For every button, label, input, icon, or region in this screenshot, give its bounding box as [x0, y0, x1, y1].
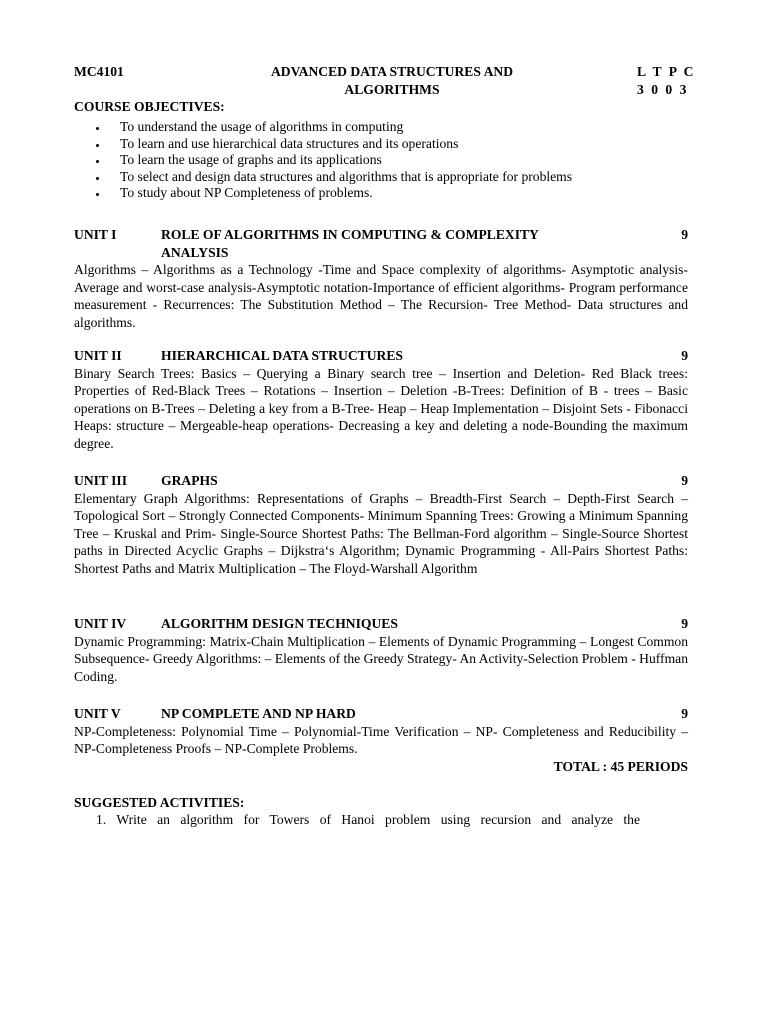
unit-content: NP-Completeness: Polynomial Time – Polynomial-Time Verification – NP- Completeness and Reducibility – NP-Completeness Proofs – NP-Complete Problems. [74, 723, 688, 756]
unit-hours: 9 [681, 706, 688, 721]
unit-label: UNIT V [74, 706, 121, 721]
unit-title: NP COMPLETE AND NP HARD [161, 706, 356, 721]
objective-item: To study about NP Completeness of problems. [96, 185, 572, 202]
unit-content: Dynamic Programming: Matrix-Chain Multiplication – Elements of Dynamic Programming – Longest Common Subsequence- Greedy Algorithms: – Elements of the Greedy Strategy- An Activity-Selection Problem - Huffman Coding. [74, 633, 688, 684]
unit-title: GRAPHS [161, 473, 218, 488]
bullet-icon [96, 177, 99, 180]
unit-1 [74, 226, 688, 331]
unit-4 [74, 615, 688, 685]
bullet-icon [96, 144, 99, 147]
objectives-list [96, 119, 572, 202]
course-code: MC4101 [74, 64, 124, 79]
activity-item: 1. Write an algorithm for Towers of Hanoi problem using recursion and analyze the [96, 812, 640, 827]
unit-label: UNIT IV [74, 616, 127, 631]
unit-header [74, 472, 688, 490]
unit-label: UNIT I [74, 227, 117, 242]
bullet-icon [96, 127, 99, 130]
unit-content: Algorithms – Algorithms as a Technology -Time and Space complexity of algorithms- Asymptotic analysis-Average and worst-case analysis-Asymptotic notation-Importance of efficient algorithms- Program performance measurement - Recurrences: The Substitution Method – The Recursion- Tree Method- Data structures and algorithms. [74, 262, 688, 330]
objectives-heading: COURSE OBJECTIVES: [74, 99, 225, 114]
unit-label: UNIT III [74, 473, 128, 488]
unit-title: ALGORITHM DESIGN TECHNIQUES [161, 616, 398, 631]
unit-header [74, 226, 688, 260]
bullet-icon [96, 160, 99, 163]
objective-item: To learn and use hierarchical data structures and its operations [96, 136, 572, 153]
unit-hours: 9 [681, 227, 688, 242]
unit-label: UNIT II [74, 348, 122, 363]
unit-hours: 9 [681, 473, 688, 488]
unit-content: Elementary Graph Algorithms: Representations of Graphs – Breadth-First Search – Depth-First Search – Topological Sort – Strongly Connected Components- Minimum Spanning Trees: Growing a Minimum Spanning Tree – Kruskal and Prim- Single-Source Shortest Paths: The Bellman-Ford algorithm – Single-Source Shortest paths in Directed Acyclic Graphs – Dijkstra‘s Algorithm; Dynamic Programming - All-Pairs Shortest Paths: Shortest Paths and Matrix Multiplication – The Floyd-Warshall Algorithm [74, 490, 688, 576]
course-title: ADVANCED DATA STRUCTURES AND ALGORITHMS [270, 64, 514, 97]
unit-3 [74, 472, 688, 577]
unit-title: HIERARCHICAL DATA STRUCTURES [161, 348, 403, 363]
unit-header [74, 705, 688, 723]
unit-content: Binary Search Trees: Basics – Querying a Binary search tree – Insertion and Deletion- Red Black trees: Properties of Red-Black Trees – Rotations – Insertion – Deletion -B-Trees: Definition of B - trees – Basic operations on B-Trees – Deleting a key from a B-Tree- Heap – Heap Implementation – Disjoint Sets - Fibonacci Heaps: structure – Mergeable-heap operations- Decreasing a key and deleting a node-Bounding the maximum degree. [74, 365, 688, 451]
unit-hours: 9 [681, 616, 688, 631]
ltpc-block [637, 63, 695, 98]
unit-header [74, 347, 688, 365]
unit-title: ROLE OF ALGORITHMS IN COMPUTING & COMPLEXITY ANALYSIS [161, 227, 539, 260]
total-periods: TOTAL : 45 PERIODS [553, 759, 688, 774]
unit-5 [74, 705, 688, 758]
unit-header [74, 615, 688, 633]
bullet-icon [96, 193, 99, 196]
ltpc-values: 3 0 0 3 [637, 81, 689, 97]
suggested-activities-heading: SUGGESTED ACTIVITIES: [74, 795, 245, 810]
objective-item: To select and design data structures and algorithms that is appropriate for problems [96, 169, 572, 186]
unit-2 [74, 347, 688, 452]
objective-item: To understand the usage of algorithms in computing [96, 119, 572, 136]
objective-item: To learn the usage of graphs and its applications [96, 152, 572, 169]
ltpc-label: L T P C [637, 64, 696, 79]
unit-hours: 9 [681, 348, 688, 363]
